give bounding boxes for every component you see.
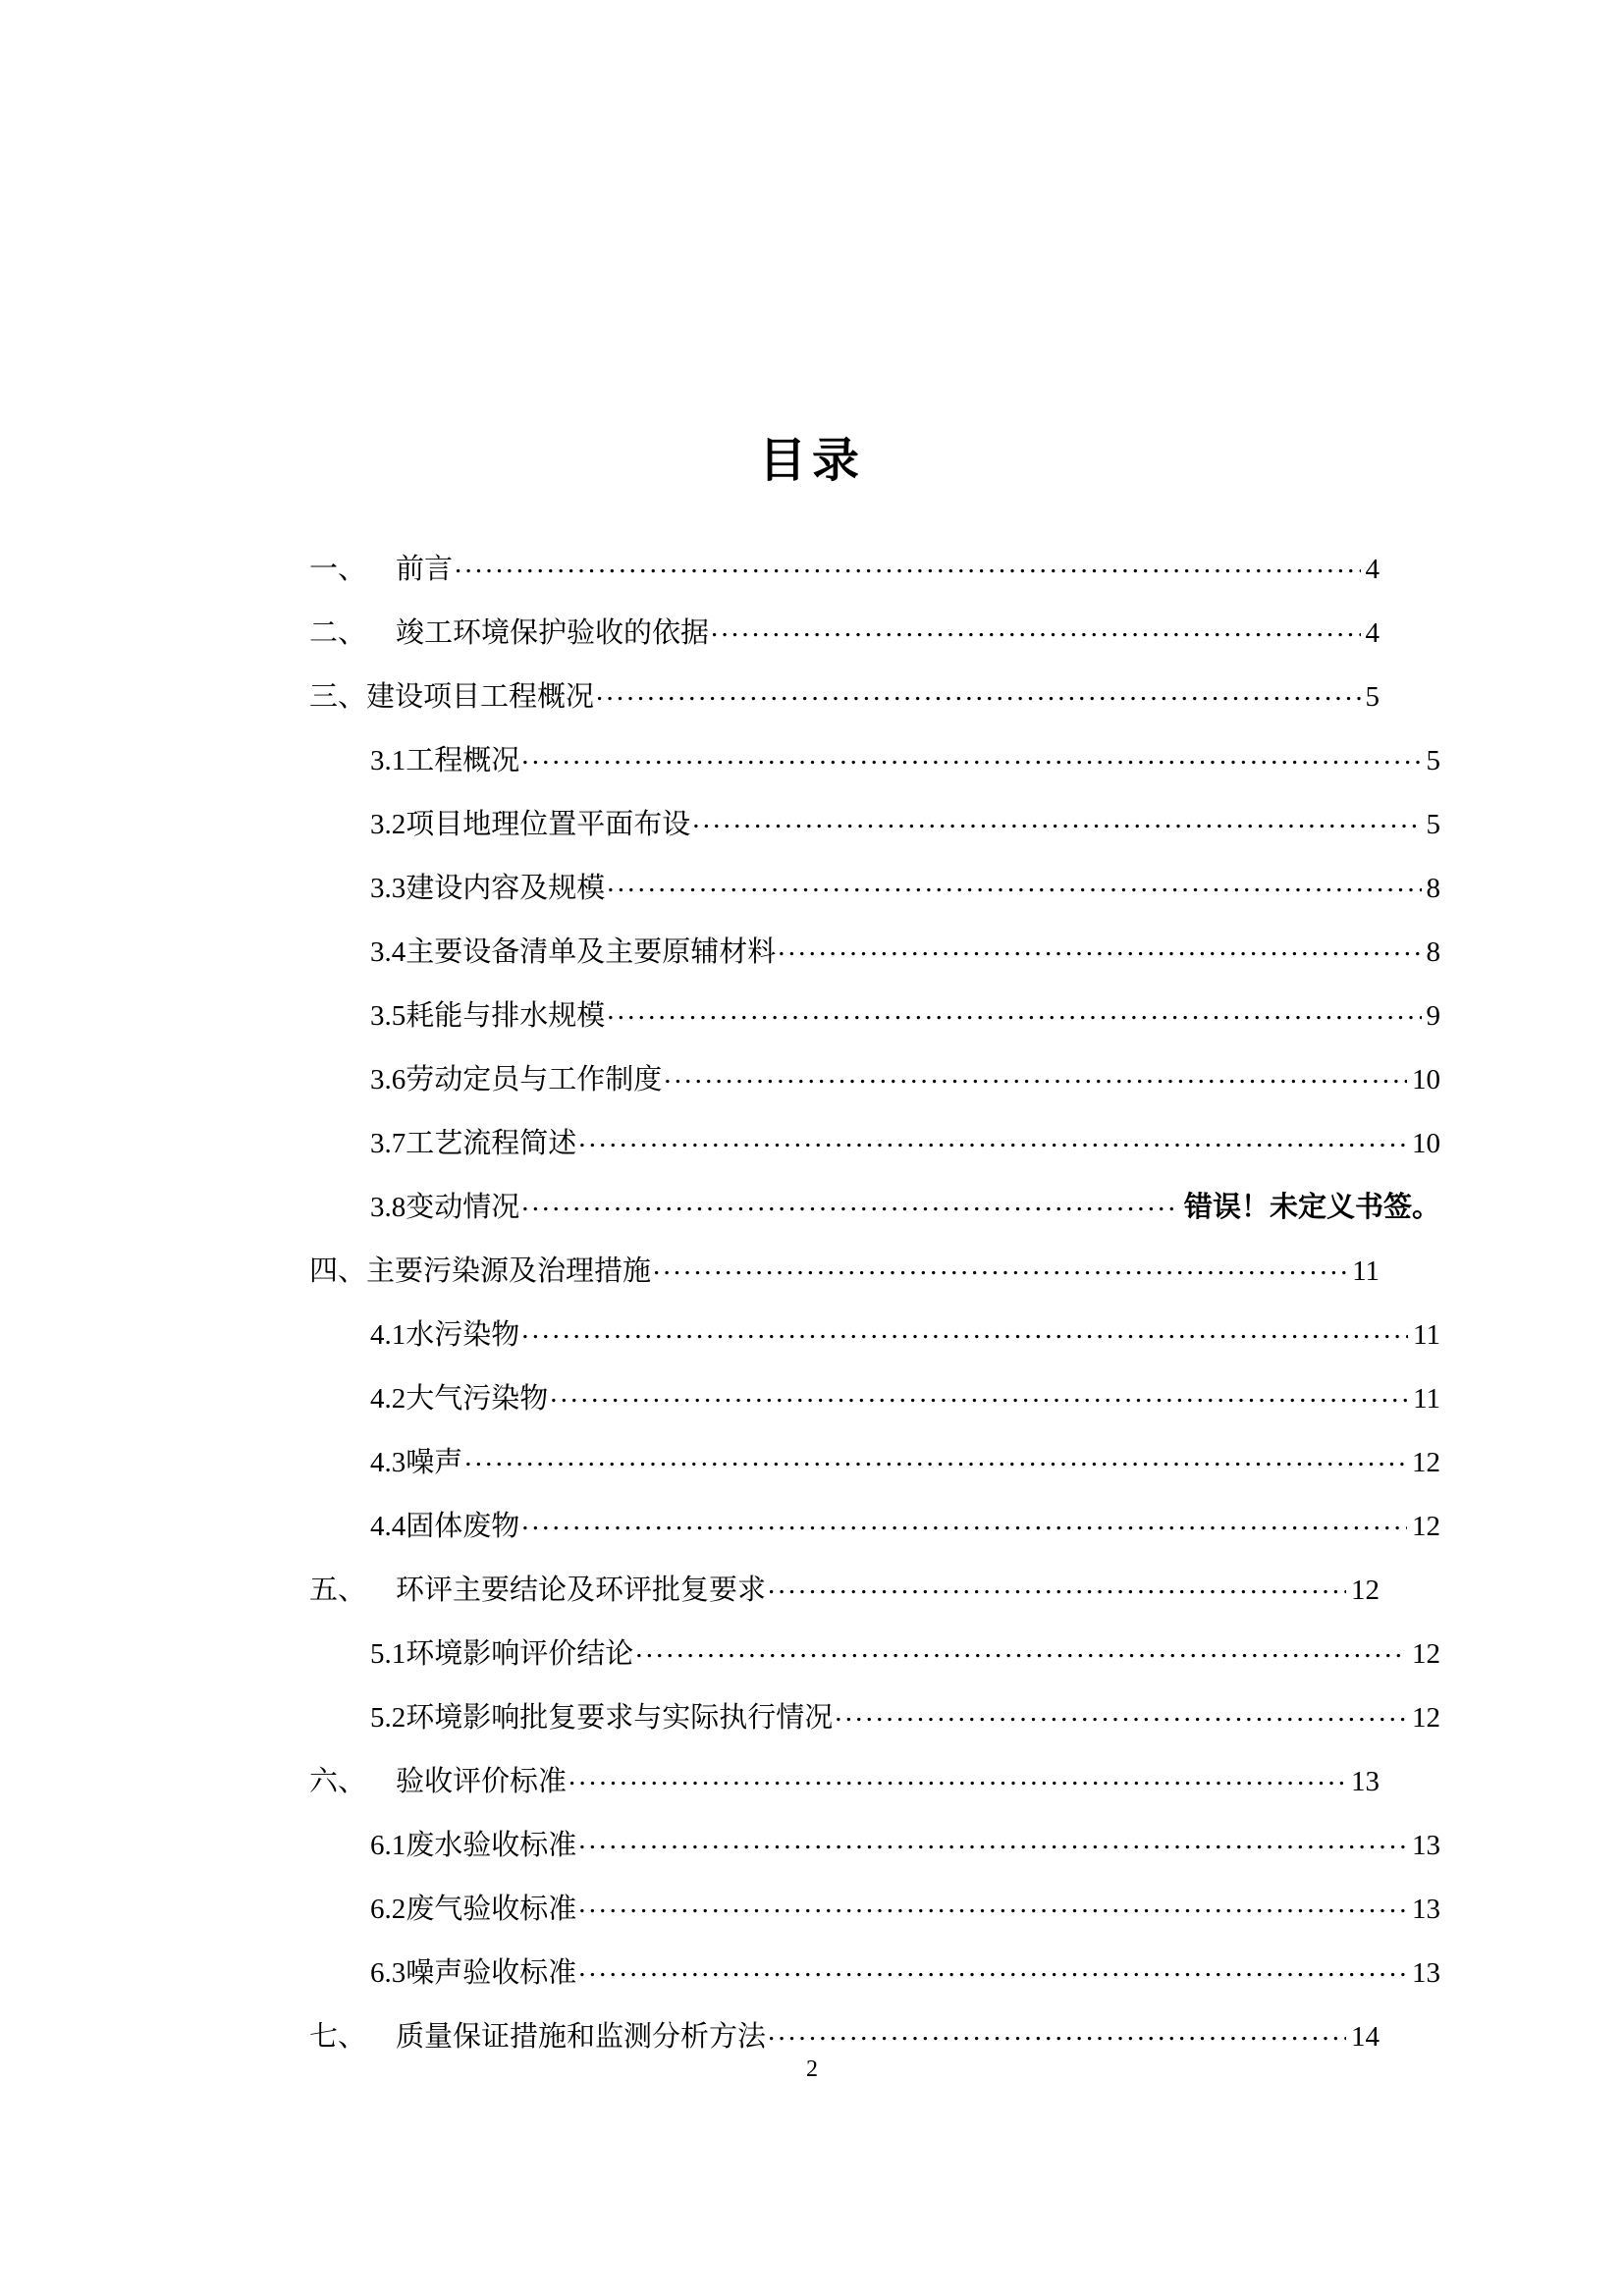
toc-entry-number: 3.5 xyxy=(370,1000,406,1032)
toc-entry-label: 工程概况 xyxy=(406,745,520,776)
toc-entry-label: 环境影响评价结论 xyxy=(406,1638,634,1670)
toc-entry-number: 3.1 xyxy=(370,745,406,776)
toc-entry[interactable] xyxy=(309,1495,1440,1559)
toc-entry-number: 3.4 xyxy=(370,936,406,968)
toc-entry-label: 验收评价标准 xyxy=(396,1766,568,1797)
toc-entry[interactable] xyxy=(309,1878,1440,1942)
toc-entry-label: 大气污染物 xyxy=(406,1383,549,1415)
toc-entry-label: 变动情况 xyxy=(406,1192,520,1223)
toc-entry-label: 主要污染源及治理措施 xyxy=(366,1255,652,1287)
toc-leader-dots xyxy=(768,2017,1346,2046)
toc-leader-dots xyxy=(778,933,1421,961)
toc-entry-number: 4.4 xyxy=(370,1511,406,1542)
toc-leader-dots xyxy=(521,741,1421,770)
toc-leader-dots xyxy=(550,1379,1408,1408)
toc-entry-label: 工艺流程简述 xyxy=(406,1128,577,1159)
toc-entry[interactable] xyxy=(309,1304,1440,1367)
toc-entry-number: 6.2 xyxy=(370,1894,406,1925)
toc-entry-number: 三、 xyxy=(309,681,367,713)
toc-entry-number: 六、 xyxy=(309,1766,367,1797)
toc-entry-pagenumber: 4 xyxy=(1365,617,1380,649)
toc-entry-number: 3.3 xyxy=(370,873,406,904)
toc-entry[interactable] xyxy=(309,1431,1440,1495)
toc-entry-number: 3.8 xyxy=(370,1192,406,1223)
toc-entry-pagenumber: 11 xyxy=(1413,1383,1440,1415)
toc-entry[interactable] xyxy=(309,1623,1440,1686)
toc-entry-label: 环评主要结论及环评批复要求 xyxy=(396,1575,767,1606)
toc-entry[interactable] xyxy=(309,602,1380,666)
toc-entry[interactable] xyxy=(309,985,1440,1048)
table-of-contents xyxy=(309,538,1440,2069)
toc-leader-dots xyxy=(607,996,1421,1025)
toc-leader-dots xyxy=(578,1826,1407,1854)
toc-entry-pagenumber: 10 xyxy=(1412,1128,1440,1159)
toc-entry-label: 前言 xyxy=(396,554,454,585)
toc-entry[interactable] xyxy=(309,729,1440,793)
toc-leader-dots xyxy=(521,1315,1408,1344)
toc-entry-number: 一、 xyxy=(309,554,367,585)
toc-entry[interactable] xyxy=(309,857,1440,921)
toc-entry-number: 3.7 xyxy=(370,1128,406,1159)
toc-entry-pagenumber: 13 xyxy=(1412,1957,1440,1989)
toc-entry[interactable] xyxy=(309,793,1440,857)
toc-entry-number: 4.2 xyxy=(370,1383,406,1415)
toc-entry-label: 建设项目工程概况 xyxy=(366,681,595,713)
toc-leader-dots xyxy=(578,1953,1407,1982)
toc-entry-pagenumber: 12 xyxy=(1351,1575,1380,1606)
toc-leader-dots xyxy=(521,1507,1407,1535)
toc-entry-pagenumber: 11 xyxy=(1413,1319,1440,1351)
toc-entry-number: 5.1 xyxy=(370,1638,406,1670)
page-title: 目录 xyxy=(758,435,865,487)
toc-entry-pagenumber: 11 xyxy=(1352,1255,1380,1287)
toc-entry-label: 环境影响批复要求与实际执行情况 xyxy=(406,1702,834,1734)
toc-entry-label: 建设内容及规模 xyxy=(406,873,606,904)
toc-entry[interactable] xyxy=(309,1686,1440,1750)
toc-entry-pagenumber: 12 xyxy=(1412,1511,1440,1542)
toc-entry-pagenumber: 10 xyxy=(1412,1064,1440,1095)
toc-entry-label: 噪声 xyxy=(406,1447,463,1478)
toc-entry-label: 固体废物 xyxy=(406,1511,520,1542)
toc-entry-pagenumber: 5 xyxy=(1365,681,1380,713)
toc-entry-number: 3.6 xyxy=(370,1064,406,1095)
toc-entry-label: 耗能与排水规模 xyxy=(406,1000,606,1032)
toc-entry-pagenumber: 8 xyxy=(1426,936,1440,968)
toc-entry-label: 噪声验收标准 xyxy=(406,1957,577,1989)
toc-leader-dots xyxy=(596,677,1360,706)
toc-leader-dots xyxy=(568,1762,1346,1790)
toc-entry[interactable] xyxy=(309,1814,1440,1878)
toc-entry-label: 废水验收标准 xyxy=(406,1830,577,1861)
toc-leader-dots xyxy=(835,1698,1407,1727)
toc-entry[interactable] xyxy=(309,666,1380,729)
toc-leader-dots xyxy=(521,1188,1179,1216)
toc-entry[interactable] xyxy=(309,1942,1440,2005)
toc-entry-number: 5.2 xyxy=(370,1702,406,1734)
toc-entry[interactable] xyxy=(309,921,1440,985)
toc-entry-pagenumber: 8 xyxy=(1426,873,1440,904)
toc-entry-number: 五、 xyxy=(309,1575,367,1606)
toc-entry-number: 七、 xyxy=(309,2021,367,2053)
toc-entry-number: 6.3 xyxy=(370,1957,406,1989)
toc-leader-dots xyxy=(464,1443,1407,1471)
toc-leader-dots xyxy=(664,1060,1407,1089)
toc-entry-label: 竣工环境保护验收的依据 xyxy=(396,617,710,649)
toc-entry-pagenumber: 5 xyxy=(1426,745,1440,776)
toc-entry-pagenumber: 13 xyxy=(1351,1766,1380,1797)
toc-entry-pagenumber: 9 xyxy=(1426,1000,1440,1032)
toc-entry-number: 4.3 xyxy=(370,1447,406,1478)
toc-entry-label: 主要设备清单及主要原辅材料 xyxy=(406,936,777,968)
toc-entry-label: 项目地理位置平面布设 xyxy=(406,809,691,840)
toc-leader-dots xyxy=(578,1124,1407,1152)
toc-entry[interactable] xyxy=(309,1048,1440,1112)
toc-entry-number: 3.2 xyxy=(370,809,406,840)
toc-entry-number: 6.1 xyxy=(370,1830,406,1861)
toc-leader-dots xyxy=(692,805,1421,833)
toc-entry[interactable] xyxy=(309,1367,1440,1431)
toc-entry-pagenumber: 13 xyxy=(1412,1894,1440,1925)
toc-entry-error: 错误！未定义书签。 xyxy=(1183,1192,1440,1223)
toc-entry-pagenumber: 14 xyxy=(1351,2021,1380,2053)
toc-entry-label: 水污染物 xyxy=(406,1319,520,1351)
toc-entry[interactable] xyxy=(309,1240,1380,1304)
footer-page-number: 2 xyxy=(806,2056,818,2082)
toc-entry-pagenumber: 12 xyxy=(1412,1447,1440,1478)
toc-entry-number: 四、 xyxy=(309,1255,367,1287)
toc-leader-dots xyxy=(768,1571,1346,1599)
toc-entry-pagenumber: 5 xyxy=(1426,809,1440,840)
toc-entry-label: 质量保证措施和监测分析方法 xyxy=(396,2021,767,2053)
toc-leader-dots xyxy=(635,1634,1407,1663)
toc-entry-pagenumber: 12 xyxy=(1412,1638,1440,1670)
toc-entry-pagenumber: 12 xyxy=(1412,1702,1440,1734)
toc-entry-label: 劳动定员与工作制度 xyxy=(406,1064,663,1095)
toc-entry[interactable] xyxy=(309,1559,1380,1623)
toc-leader-dots xyxy=(607,869,1421,897)
toc-entry[interactable] xyxy=(309,1176,1440,1240)
toc-entry[interactable] xyxy=(309,1112,1440,1176)
toc-leader-dots xyxy=(578,1890,1407,1918)
toc-leader-dots xyxy=(455,550,1360,578)
toc-leader-dots xyxy=(653,1252,1347,1280)
toc-entry-number: 4.1 xyxy=(370,1319,406,1351)
toc-entry-label: 废气验收标准 xyxy=(406,1894,577,1925)
toc-entry[interactable] xyxy=(309,1750,1380,1814)
toc-entry-pagenumber: 4 xyxy=(1365,554,1380,585)
toc-entry-pagenumber: 13 xyxy=(1412,1830,1440,1861)
toc-leader-dots xyxy=(711,614,1360,642)
toc-entry-number: 二、 xyxy=(309,617,367,649)
toc-entry[interactable] xyxy=(309,538,1380,602)
